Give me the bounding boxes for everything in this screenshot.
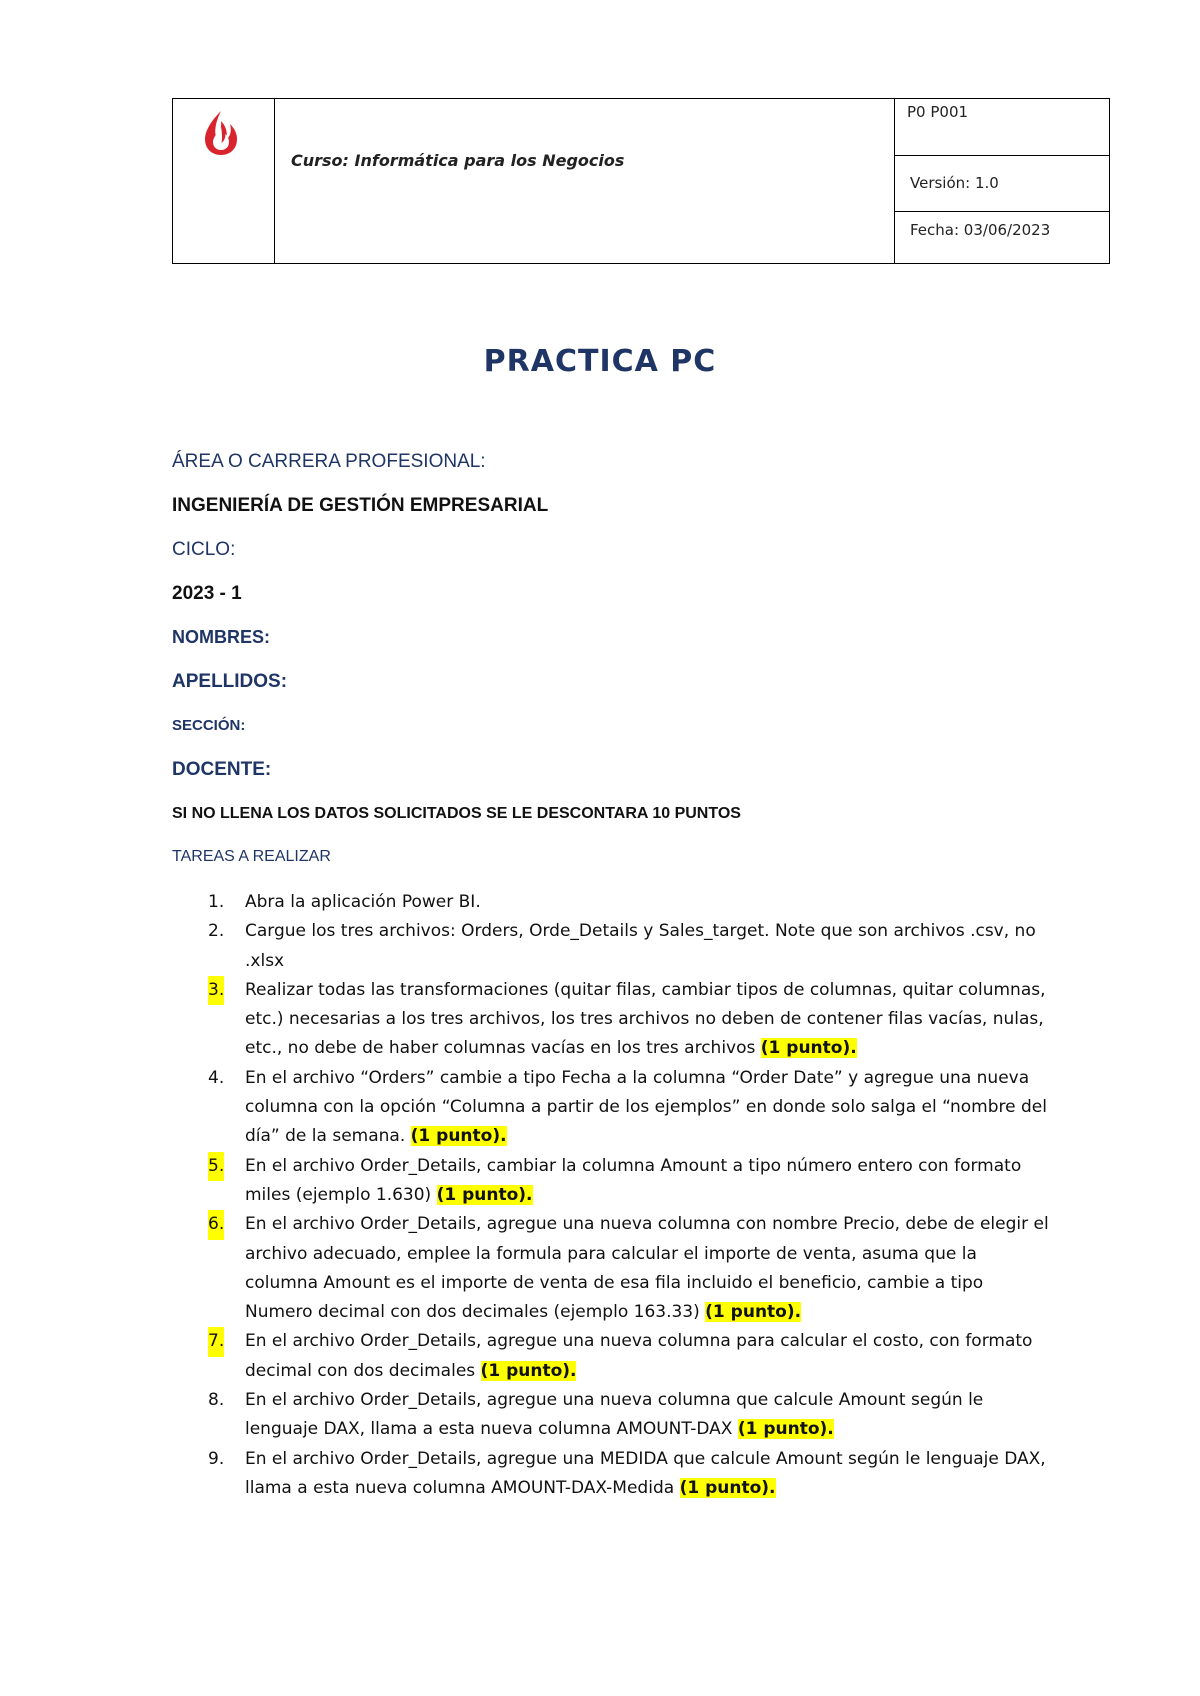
task-number: 6. xyxy=(208,1210,224,1239)
list-item xyxy=(172,1327,1052,1386)
task-points: (1 punto). xyxy=(480,1360,577,1381)
ciclo-label: CICLO: xyxy=(172,539,236,560)
list-item xyxy=(172,888,1052,917)
task-text: En el archivo “Orders” cambie a tipo Fecha a la columna “Order Date” y agregue una nueva columna con la opción “Columna a partir de los ejemplos” en donde solo salga el “nombre del día” de la semana. xyxy=(245,1067,1047,1147)
nombres-label: NOMBRES: xyxy=(172,627,270,647)
document-version: Versión: 1.0 xyxy=(895,156,1109,212)
list-item xyxy=(172,976,1052,1064)
task-number: 2. xyxy=(208,921,225,942)
list-item xyxy=(172,1445,1052,1504)
list-item xyxy=(172,1152,1052,1211)
document-code: P0 P001 xyxy=(895,99,1109,156)
task-text: En el archivo Order_Details, agregue una nueva columna que calcule Amount según le lenguaje DAX, llama a esta nueva columna AMOUNT-DAX xyxy=(245,1390,984,1440)
task-text: En el archivo Order_Details, agregue una MEDIDA que calcule Amount según le lenguaje DAX, llama a esta nueva columna AMOUNT-DAX-Medida xyxy=(245,1448,1046,1498)
document-date: Fecha: 03/06/2023 xyxy=(910,221,1051,239)
area-value: INGENIERÍA DE GESTIÓN EMPRESARIAL xyxy=(172,495,549,516)
task-number: 4. xyxy=(208,1067,225,1088)
task-number: 1. xyxy=(208,892,225,912)
task-text: Abra la aplicación Power BI. xyxy=(245,892,481,912)
task-text: Realizar todas las transformaciones (quitar filas, cambiar tipos de columnas, quitar columnas, etc.) necesarias a los tres archivos, los tres archivos no deben de contener filas vacías, nulas, etc., no debe de haber columnas vacías en los tres archivos xyxy=(245,979,1046,1059)
page-title: PRACTICA PC xyxy=(483,344,717,379)
seccion-label: SECCIÓN: xyxy=(172,717,246,734)
logo-cell xyxy=(173,99,275,263)
meta-cell xyxy=(895,99,1109,263)
area-label: ÁREA O CARRERA PROFESIONAL: xyxy=(172,451,486,472)
ciclo-value: 2023 - 1 xyxy=(172,583,242,604)
task-points: (1 punto). xyxy=(410,1126,507,1147)
tasks-heading: TAREAS A REALIZAR xyxy=(172,848,331,865)
task-number: 9. xyxy=(208,1448,225,1469)
list-item xyxy=(172,1064,1052,1152)
task-number: 5. xyxy=(208,1152,224,1181)
list-item xyxy=(172,1386,1052,1445)
list-item xyxy=(172,917,1052,976)
task-number: 3. xyxy=(208,976,224,1005)
task-points: (1 punto). xyxy=(436,1184,533,1205)
task-text: En el archivo Order_Details, agregue una nueva columna para calcular el costo, con formato decimal con dos decimales xyxy=(245,1331,1033,1381)
task-points: (1 punto). xyxy=(705,1302,802,1323)
task-number: 8. xyxy=(208,1390,225,1411)
warning-text: SI NO LLENA LOS DATOS SOLICITADOS SE LE DESCONTARA 10 PUNTOS xyxy=(172,805,741,822)
course-name: Curso: Informática para los Negocios xyxy=(291,151,625,170)
apellidos-label: APELLIDOS: xyxy=(172,671,288,692)
task-number: 7. xyxy=(208,1327,224,1356)
task-points: (1 punto). xyxy=(737,1419,834,1440)
task-list xyxy=(172,888,1052,1503)
task-points: (1 punto). xyxy=(760,1038,857,1059)
task-text: Cargue los tres archivos: Orders, Orde_Details y Sales_target. Note que son archivos .csv, no .xlsx xyxy=(245,921,1036,971)
task-text: En el archivo Order_Details, cambiar la columna Amount a tipo número entero con formato miles (ejemplo 1.630) xyxy=(245,1155,1022,1205)
header-table xyxy=(172,98,1110,264)
course-cell xyxy=(275,99,895,263)
list-item xyxy=(172,1210,1052,1327)
task-text: En el archivo Order_Details, agregue una nueva columna con nombre Precio, debe de elegir el archivo adecuado, emplee la formula para calcular el importe de venta, asuma que la columna Amount es el importe de venta de esa fila incluido el beneficio, cambie a tipo Numero decimal con dos decimales (ejemplo 163.33) xyxy=(245,1214,1049,1323)
task-points: (1 punto). xyxy=(679,1477,776,1498)
docente-label: DOCENTE: xyxy=(172,759,272,780)
university-logo-icon xyxy=(201,109,241,157)
